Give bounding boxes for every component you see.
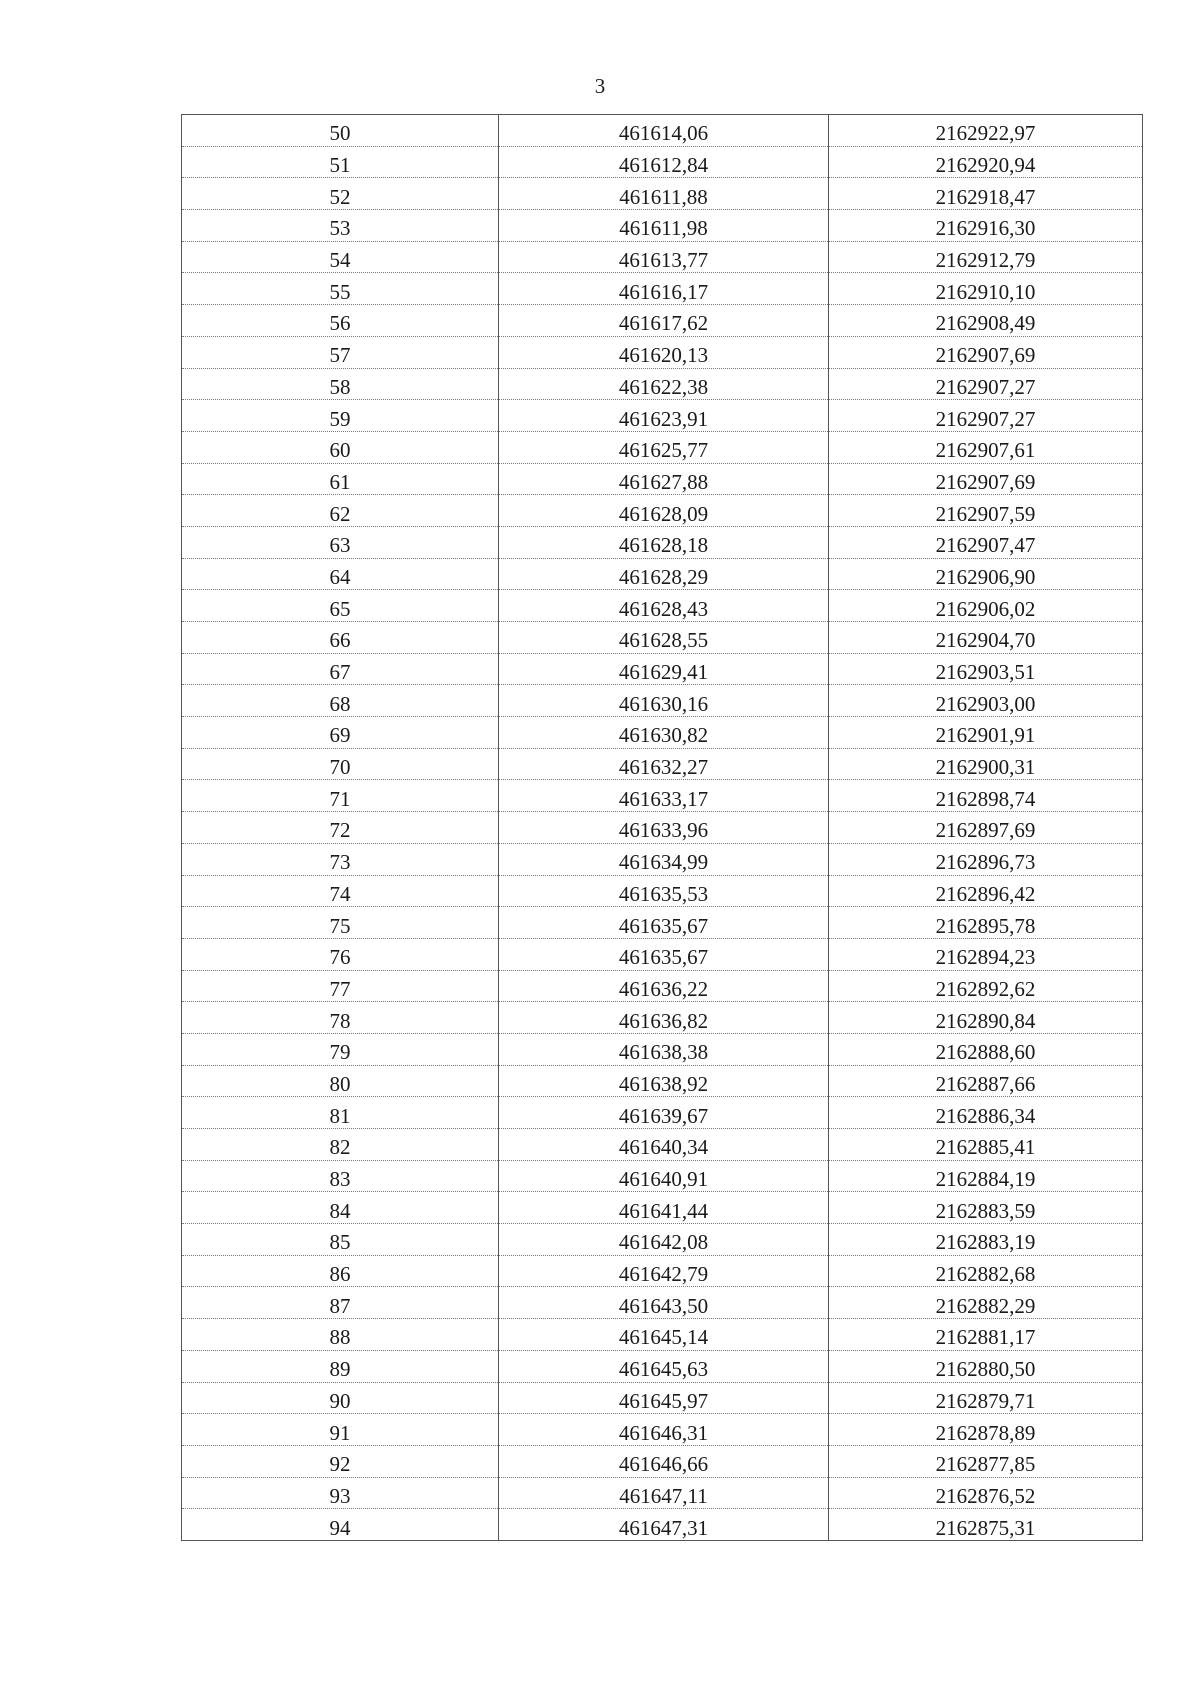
point-number-cell: 64: [182, 558, 499, 590]
point-number-cell: 88: [182, 1319, 499, 1351]
x-coordinate-cell: 461647,11: [499, 1477, 829, 1509]
table-row: [182, 1255, 1143, 1287]
table-row: [182, 1129, 1143, 1161]
x-coordinate-cell: 461628,09: [499, 495, 829, 527]
point-number-cell: 93: [182, 1477, 499, 1509]
point-number-cell: 50: [182, 115, 499, 147]
y-coordinate-cell: 2162907,47: [829, 526, 1143, 558]
point-number-cell: 66: [182, 622, 499, 654]
table-row: [182, 1002, 1143, 1034]
y-coordinate-cell: 2162903,51: [829, 653, 1143, 685]
table-row: [182, 495, 1143, 527]
x-coordinate-cell: 461630,16: [499, 685, 829, 717]
table-row: [182, 1509, 1143, 1541]
table-row: [182, 748, 1143, 780]
table-row: [182, 1097, 1143, 1129]
table-row: [182, 780, 1143, 812]
coordinate-table: [181, 114, 1143, 1541]
x-coordinate-cell: 461614,06: [499, 115, 829, 147]
point-number-cell: 54: [182, 241, 499, 273]
table-row: [182, 653, 1143, 685]
point-number-cell: 63: [182, 526, 499, 558]
page-number: 3: [594, 74, 606, 98]
table-row: [182, 1414, 1143, 1446]
point-number-cell: 69: [182, 717, 499, 749]
point-number-cell: 84: [182, 1192, 499, 1224]
table-row: [182, 1319, 1143, 1351]
x-coordinate-cell: 461646,31: [499, 1414, 829, 1446]
table-row: [182, 1192, 1143, 1224]
point-number-cell: 83: [182, 1160, 499, 1192]
x-coordinate-cell: 461617,62: [499, 305, 829, 337]
table-row: [182, 1224, 1143, 1256]
y-coordinate-cell: 2162885,41: [829, 1129, 1143, 1161]
y-coordinate-cell: 2162892,62: [829, 970, 1143, 1002]
y-coordinate-cell: 2162907,61: [829, 431, 1143, 463]
point-number-cell: 77: [182, 970, 499, 1002]
x-coordinate-cell: 461628,29: [499, 558, 829, 590]
table-row: [182, 526, 1143, 558]
table-row: [182, 590, 1143, 622]
table-row: [182, 305, 1143, 337]
y-coordinate-cell: 2162898,74: [829, 780, 1143, 812]
x-coordinate-cell: 461628,43: [499, 590, 829, 622]
table-row: [182, 1287, 1143, 1319]
point-number-cell: 61: [182, 463, 499, 495]
x-coordinate-cell: 461642,08: [499, 1224, 829, 1256]
table-row: [182, 210, 1143, 242]
y-coordinate-cell: 2162908,49: [829, 305, 1143, 337]
y-coordinate-cell: 2162883,59: [829, 1192, 1143, 1224]
x-coordinate-cell: 461616,17: [499, 273, 829, 305]
y-coordinate-cell: 2162906,02: [829, 590, 1143, 622]
y-coordinate-cell: 2162876,52: [829, 1477, 1143, 1509]
x-coordinate-cell: 461620,13: [499, 336, 829, 368]
y-coordinate-cell: 2162916,30: [829, 210, 1143, 242]
point-number-cell: 79: [182, 1033, 499, 1065]
point-number-cell: 57: [182, 336, 499, 368]
x-coordinate-cell: 461640,34: [499, 1129, 829, 1161]
table-row: [182, 938, 1143, 970]
x-coordinate-cell: 461636,82: [499, 1002, 829, 1034]
x-coordinate-cell: 461641,44: [499, 1192, 829, 1224]
table-row: [182, 812, 1143, 844]
x-coordinate-cell: 461645,14: [499, 1319, 829, 1351]
point-number-cell: 80: [182, 1065, 499, 1097]
point-number-cell: 75: [182, 907, 499, 939]
y-coordinate-cell: 2162878,89: [829, 1414, 1143, 1446]
table-row: [182, 368, 1143, 400]
table-row: [182, 1445, 1143, 1477]
point-number-cell: 59: [182, 400, 499, 432]
table-row: [182, 431, 1143, 463]
table-row: [182, 1350, 1143, 1382]
y-coordinate-cell: 2162901,91: [829, 717, 1143, 749]
table-row: [182, 1065, 1143, 1097]
point-number-cell: 90: [182, 1382, 499, 1414]
point-number-cell: 91: [182, 1414, 499, 1446]
x-coordinate-cell: 461613,77: [499, 241, 829, 273]
point-number-cell: 94: [182, 1509, 499, 1541]
y-coordinate-cell: 2162883,19: [829, 1224, 1143, 1256]
point-number-cell: 92: [182, 1445, 499, 1477]
x-coordinate-cell: 461640,91: [499, 1160, 829, 1192]
table-row: [182, 273, 1143, 305]
point-number-cell: 89: [182, 1350, 499, 1382]
y-coordinate-cell: 2162888,60: [829, 1033, 1143, 1065]
x-coordinate-cell: 461645,97: [499, 1382, 829, 1414]
y-coordinate-cell: 2162886,34: [829, 1097, 1143, 1129]
table-row: [182, 843, 1143, 875]
table-row: [182, 463, 1143, 495]
point-number-cell: 70: [182, 748, 499, 780]
y-coordinate-cell: 2162906,90: [829, 558, 1143, 590]
table-row: [182, 241, 1143, 273]
table-row: [182, 178, 1143, 210]
point-number-cell: 82: [182, 1129, 499, 1161]
y-coordinate-cell: 2162896,42: [829, 875, 1143, 907]
x-coordinate-cell: 461647,31: [499, 1509, 829, 1541]
point-number-cell: 68: [182, 685, 499, 717]
x-coordinate-cell: 461625,77: [499, 431, 829, 463]
y-coordinate-cell: 2162896,73: [829, 843, 1143, 875]
table-row: [182, 146, 1143, 178]
table-row: [182, 115, 1143, 147]
point-number-cell: 74: [182, 875, 499, 907]
y-coordinate-cell: 2162907,69: [829, 463, 1143, 495]
y-coordinate-cell: 2162907,69: [829, 336, 1143, 368]
y-coordinate-cell: 2162895,78: [829, 907, 1143, 939]
table-row: [182, 717, 1143, 749]
point-number-cell: 71: [182, 780, 499, 812]
point-number-cell: 52: [182, 178, 499, 210]
x-coordinate-cell: 461642,79: [499, 1255, 829, 1287]
x-coordinate-cell: 461635,53: [499, 875, 829, 907]
x-coordinate-cell: 461627,88: [499, 463, 829, 495]
y-coordinate-cell: 2162897,69: [829, 812, 1143, 844]
y-coordinate-cell: 2162904,70: [829, 622, 1143, 654]
table-row: [182, 1160, 1143, 1192]
y-coordinate-cell: 2162907,59: [829, 495, 1143, 527]
y-coordinate-cell: 2162890,84: [829, 1002, 1143, 1034]
y-coordinate-cell: 2162922,97: [829, 115, 1143, 147]
point-number-cell: 53: [182, 210, 499, 242]
x-coordinate-cell: 461639,67: [499, 1097, 829, 1129]
table-row: [182, 1033, 1143, 1065]
x-coordinate-cell: 461635,67: [499, 907, 829, 939]
x-coordinate-cell: 461629,41: [499, 653, 829, 685]
x-coordinate-cell: 461638,92: [499, 1065, 829, 1097]
table-row: [182, 907, 1143, 939]
point-number-cell: 55: [182, 273, 499, 305]
x-coordinate-cell: 461630,82: [499, 717, 829, 749]
y-coordinate-cell: 2162894,23: [829, 938, 1143, 970]
table-row: [182, 400, 1143, 432]
y-coordinate-cell: 2162910,10: [829, 273, 1143, 305]
x-coordinate-cell: 461612,84: [499, 146, 829, 178]
y-coordinate-cell: 2162884,19: [829, 1160, 1143, 1192]
table-row: [182, 336, 1143, 368]
table-row: [182, 685, 1143, 717]
point-number-cell: 72: [182, 812, 499, 844]
y-coordinate-cell: 2162880,50: [829, 1350, 1143, 1382]
y-coordinate-cell: 2162882,68: [829, 1255, 1143, 1287]
y-coordinate-cell: 2162907,27: [829, 368, 1143, 400]
x-coordinate-cell: 461611,88: [499, 178, 829, 210]
x-coordinate-cell: 461623,91: [499, 400, 829, 432]
y-coordinate-cell: 2162877,85: [829, 1445, 1143, 1477]
y-coordinate-cell: 2162875,31: [829, 1509, 1143, 1541]
x-coordinate-cell: 461646,66: [499, 1445, 829, 1477]
table-row: [182, 1382, 1143, 1414]
point-number-cell: 78: [182, 1002, 499, 1034]
point-number-cell: 58: [182, 368, 499, 400]
point-number-cell: 73: [182, 843, 499, 875]
x-coordinate-cell: 461643,50: [499, 1287, 829, 1319]
table-row: [182, 558, 1143, 590]
x-coordinate-cell: 461633,96: [499, 812, 829, 844]
y-coordinate-cell: 2162920,94: [829, 146, 1143, 178]
x-coordinate-cell: 461611,98: [499, 210, 829, 242]
x-coordinate-cell: 461635,67: [499, 938, 829, 970]
table-row: [182, 1477, 1143, 1509]
x-coordinate-cell: 461622,38: [499, 368, 829, 400]
table-row: [182, 622, 1143, 654]
point-number-cell: 51: [182, 146, 499, 178]
x-coordinate-cell: 461633,17: [499, 780, 829, 812]
y-coordinate-cell: 2162907,27: [829, 400, 1143, 432]
point-number-cell: 62: [182, 495, 499, 527]
x-coordinate-cell: 461636,22: [499, 970, 829, 1002]
table-row: [182, 970, 1143, 1002]
x-coordinate-cell: 461628,18: [499, 526, 829, 558]
point-number-cell: 65: [182, 590, 499, 622]
x-coordinate-cell: 461628,55: [499, 622, 829, 654]
point-number-cell: 81: [182, 1097, 499, 1129]
point-number-cell: 56: [182, 305, 499, 337]
y-coordinate-cell: 2162881,17: [829, 1319, 1143, 1351]
coordinate-table-body: [182, 115, 1143, 1541]
y-coordinate-cell: 2162903,00: [829, 685, 1143, 717]
point-number-cell: 87: [182, 1287, 499, 1319]
point-number-cell: 60: [182, 431, 499, 463]
point-number-cell: 86: [182, 1255, 499, 1287]
point-number-cell: 67: [182, 653, 499, 685]
y-coordinate-cell: 2162887,66: [829, 1065, 1143, 1097]
point-number-cell: 85: [182, 1224, 499, 1256]
point-number-cell: 76: [182, 938, 499, 970]
y-coordinate-cell: 2162912,79: [829, 241, 1143, 273]
y-coordinate-cell: 2162900,31: [829, 748, 1143, 780]
x-coordinate-cell: 461638,38: [499, 1033, 829, 1065]
y-coordinate-cell: 2162918,47: [829, 178, 1143, 210]
y-coordinate-cell: 2162882,29: [829, 1287, 1143, 1319]
table-row: [182, 875, 1143, 907]
x-coordinate-cell: 461634,99: [499, 843, 829, 875]
y-coordinate-cell: 2162879,71: [829, 1382, 1143, 1414]
x-coordinate-cell: 461645,63: [499, 1350, 829, 1382]
x-coordinate-cell: 461632,27: [499, 748, 829, 780]
